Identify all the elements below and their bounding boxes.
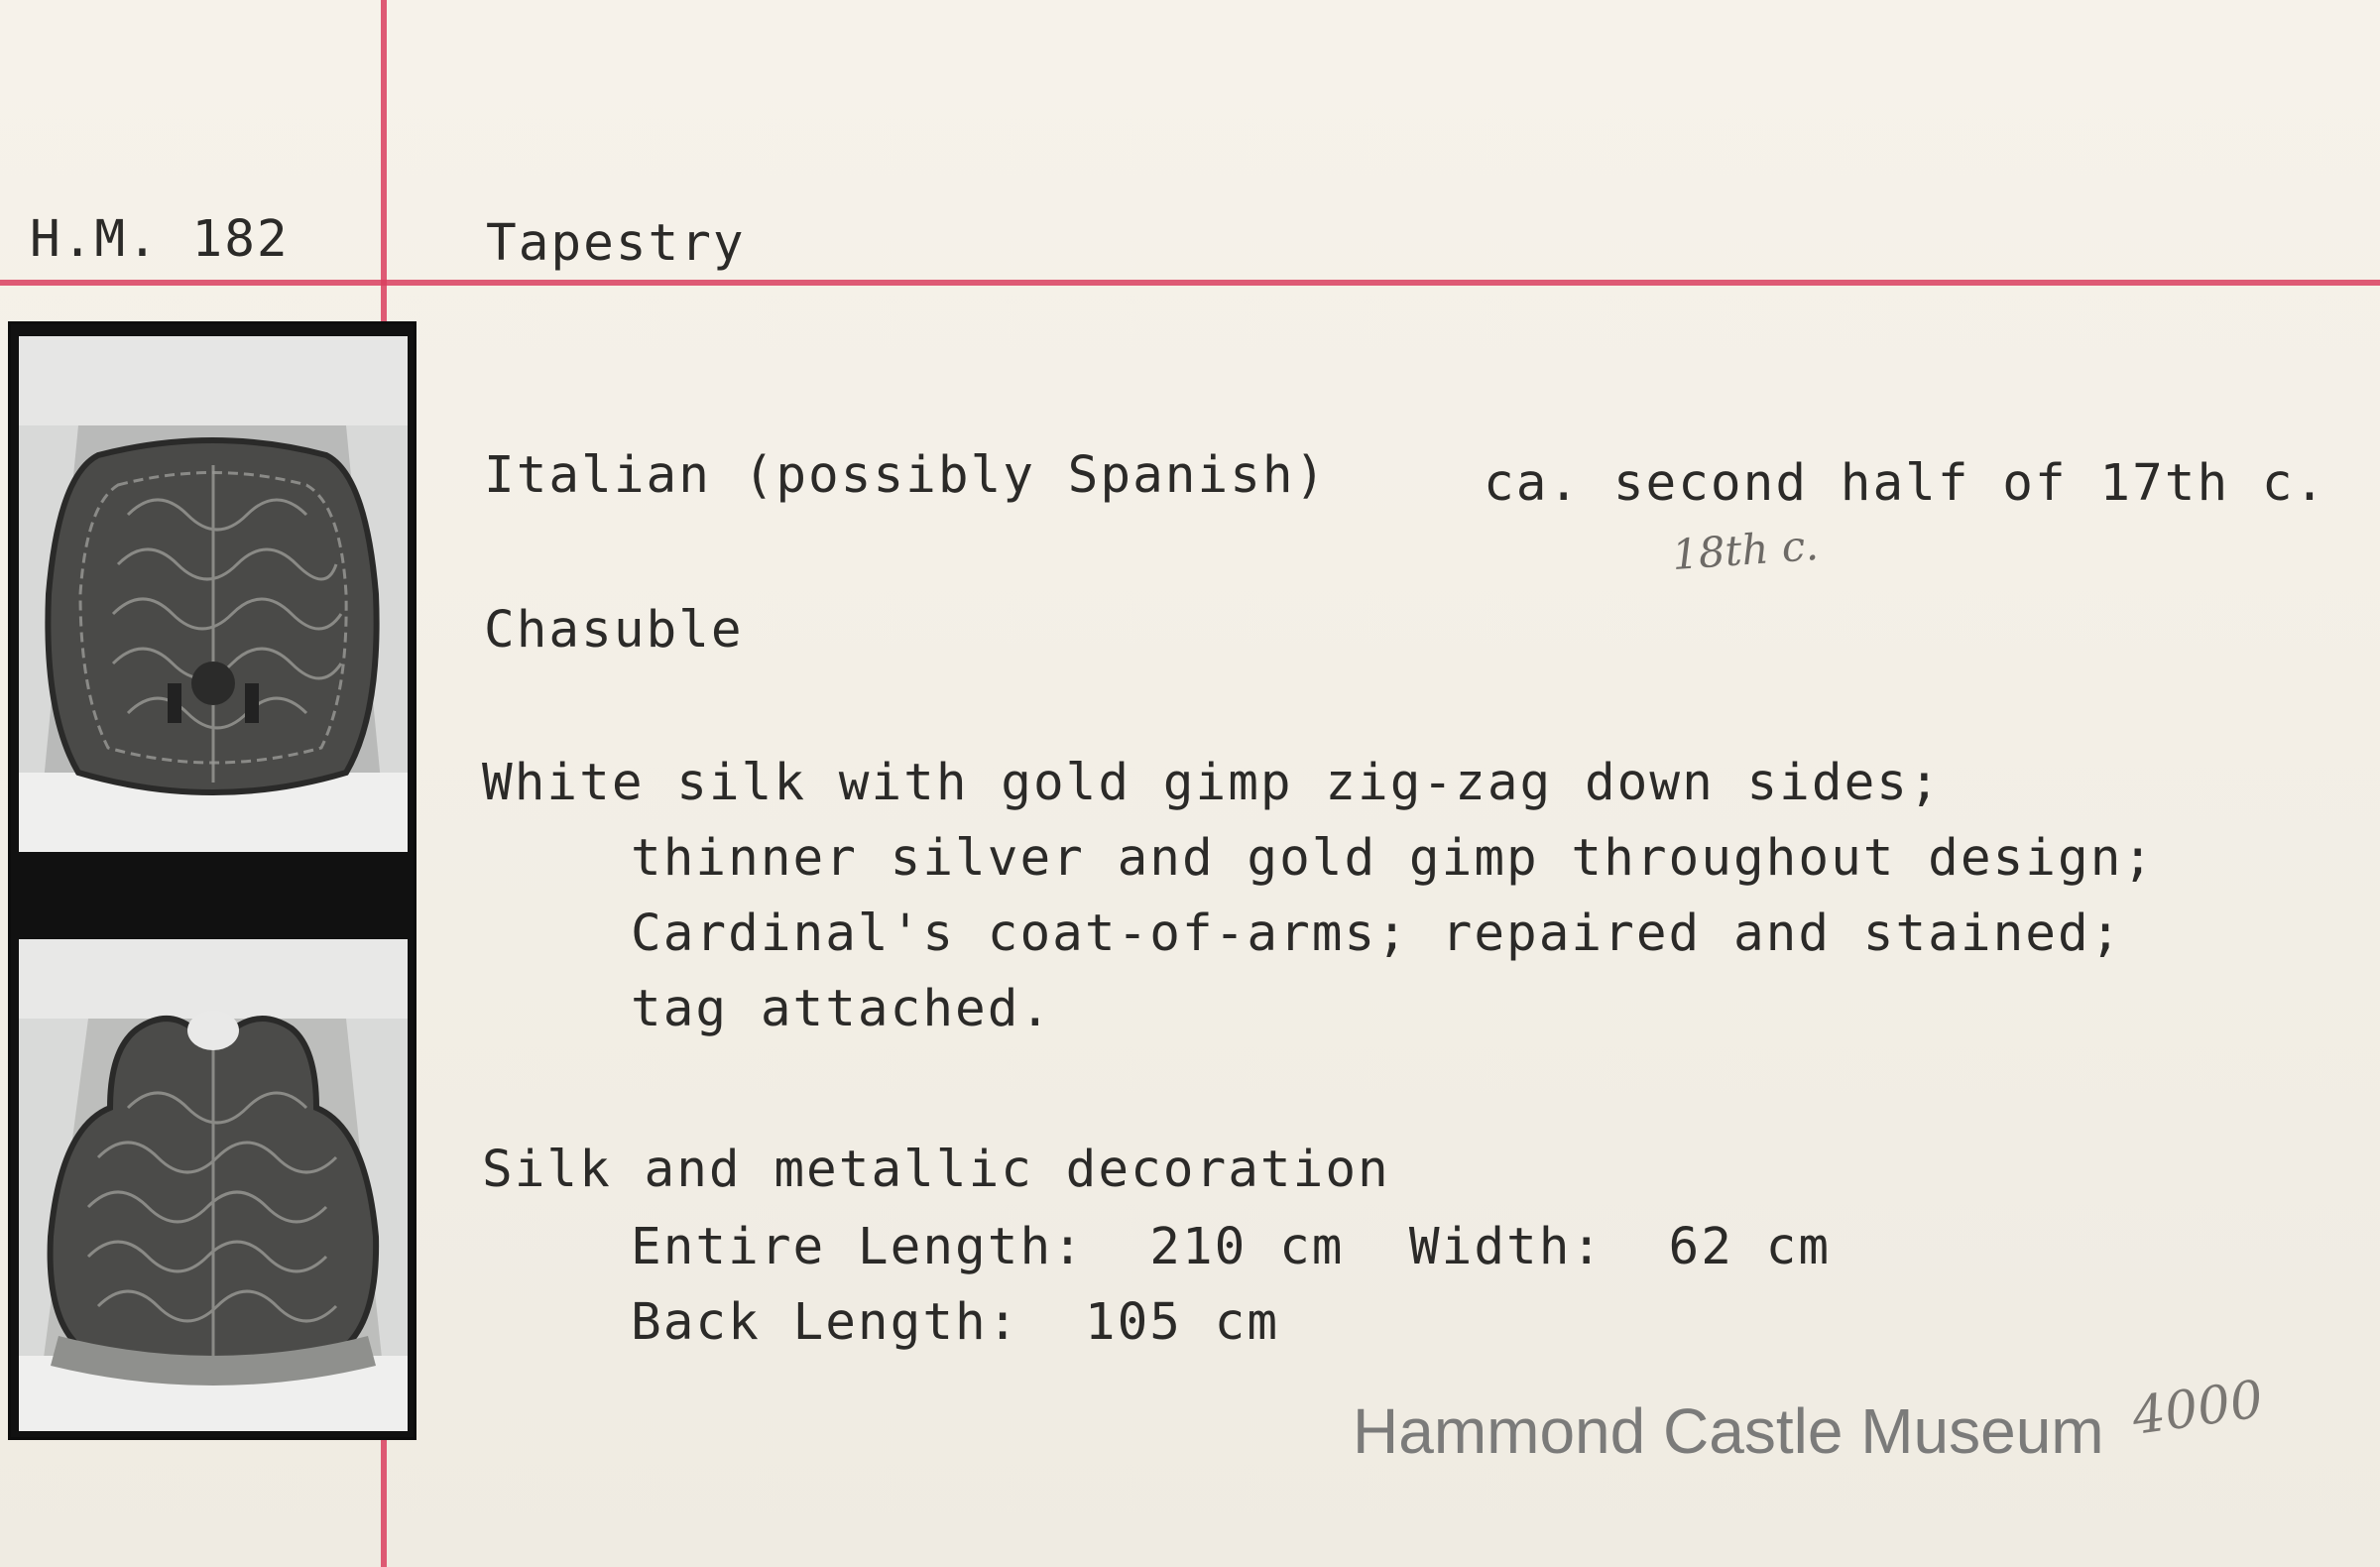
- photo-strip: [8, 321, 416, 1440]
- handwritten-date-note: 18th c.: [1670, 520, 1821, 580]
- material-text: Silk and metallic decoration: [482, 1141, 1390, 1199]
- dimension-line: Entire Length: 210 cm Width: 62 cm: [631, 1218, 1832, 1276]
- origin-text: Italian (possibly Spanish): [484, 446, 1328, 505]
- description-line: White silk with gold gimp zig-zag down sides;: [482, 754, 1942, 812]
- date-text: ca. second half of 17th c.: [1484, 454, 2327, 513]
- chasuble-back-photo: [19, 336, 408, 852]
- category-title: Tapestry: [486, 214, 746, 273]
- object-type: Chasuble: [484, 601, 744, 660]
- museum-watermark: Hammond Castle Museum: [1353, 1395, 2104, 1467]
- horizontal-red-rule: [0, 280, 2380, 286]
- handwritten-number: 4000: [2128, 1370, 2267, 1447]
- description-line: thinner silver and gold gimp throughout design;: [631, 829, 2156, 888]
- chasuble-back-image: [19, 336, 408, 852]
- chasuble-front-photo: [19, 939, 408, 1431]
- chasuble-front-image: [19, 939, 408, 1431]
- dimension-line: Back Length: 105 cm: [631, 1293, 1280, 1352]
- accession-number: H.M. 182: [30, 210, 290, 269]
- description-line: Cardinal's coat-of-arms; repaired and stained;: [631, 904, 2123, 963]
- description-line: tag attached.: [631, 980, 1053, 1038]
